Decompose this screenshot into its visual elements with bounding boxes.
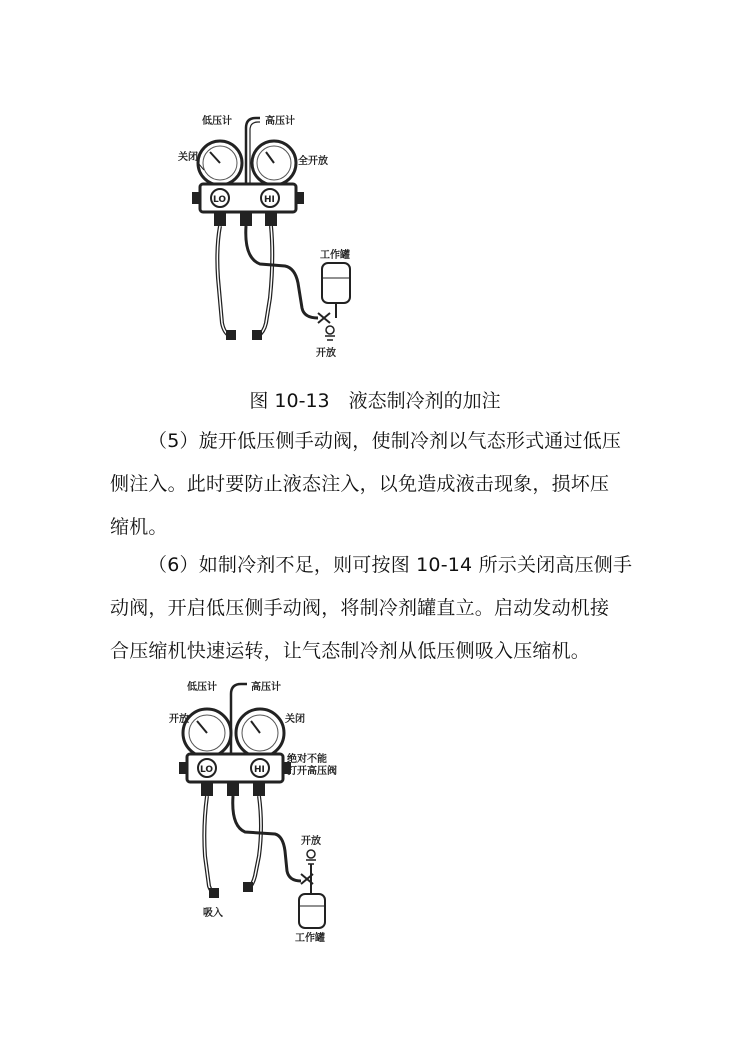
paragraph-6-line-3: 合压缩机快速运转，让气态制冷剂从低压侧吸入压缩机。 xyxy=(110,640,591,662)
label-low-gauge: 低压计 xyxy=(202,116,232,127)
paragraph-5 xyxy=(110,420,640,549)
figure-10-14-diagram xyxy=(165,676,375,946)
paragraph-6 xyxy=(110,544,640,673)
label-hi-2: HI xyxy=(254,765,265,775)
label-close-2: 关闭 xyxy=(285,714,305,725)
manifold-gauge-diagram-2 xyxy=(165,676,375,946)
label-hi: HI xyxy=(264,195,275,205)
manifold-gauge-diagram-1 xyxy=(170,108,390,363)
label-working-can: 工作罐 xyxy=(320,250,350,261)
figure-10-13-diagram xyxy=(170,108,390,363)
paragraph-5-line-1: （5）旋开低压侧手动阀，使制冷剂以气态形式通过低压 xyxy=(148,430,622,452)
label-high-gauge-2: 高压计 xyxy=(251,682,281,693)
figure-caption: 图 10-13 液态制冷剂的加注 xyxy=(249,390,501,412)
label-open-valve: 开放 xyxy=(301,836,321,847)
label-warning-line-2: 打开高压阀 xyxy=(287,766,337,777)
label-open-left: 开放 xyxy=(169,714,189,725)
label-low-gauge-2: 低压计 xyxy=(187,682,217,693)
paragraph-5-line-3: 缩机。 xyxy=(110,516,168,538)
label-open: 开放 xyxy=(316,348,336,359)
label-close: 关闭 xyxy=(178,152,198,163)
label-lo: LO xyxy=(213,195,227,205)
label-lo-2: LO xyxy=(200,765,214,775)
label-suction: 吸入 xyxy=(203,908,223,919)
paragraph-5-line-2: 侧注入。此时要防止液态注入，以免造成液击现象，损坏压 xyxy=(110,473,610,495)
label-warning-line-1: 绝对不能 xyxy=(287,754,327,765)
label-full-open: 全开放 xyxy=(298,156,328,167)
paragraph-6-line-1: （6）如制冷剂不足，则可按图 10-14 所示关闭高压侧手 xyxy=(148,554,633,576)
label-high-gauge: 高压计 xyxy=(265,116,295,127)
paragraph-6-line-2: 动阀，开启低压侧手动阀，将制冷剂罐直立。启动发动机接 xyxy=(110,597,610,619)
label-working-can-2: 工作罐 xyxy=(295,933,325,944)
